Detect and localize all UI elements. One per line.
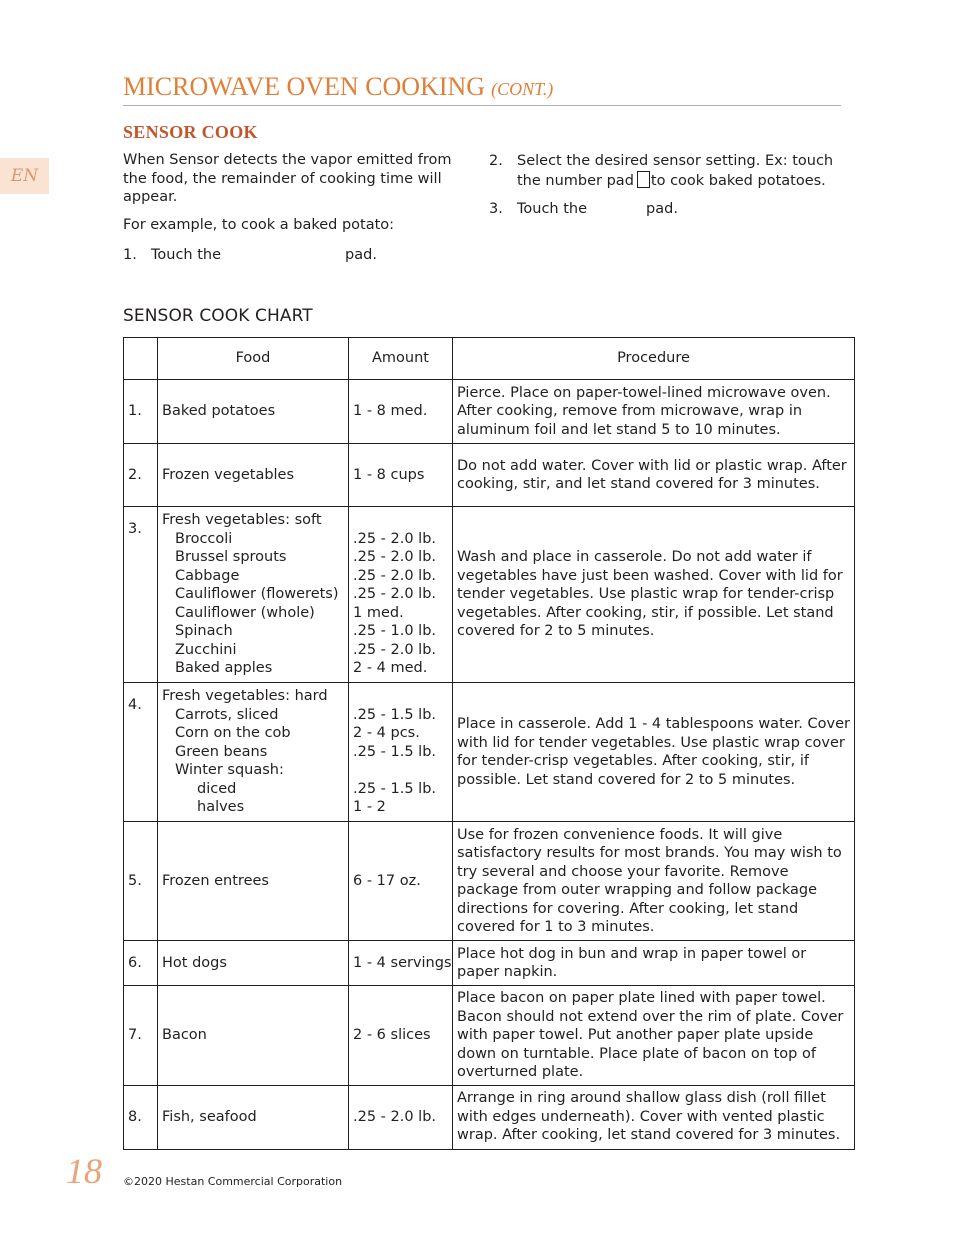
food-item: halves <box>197 799 245 816</box>
amount-item: .25 - 2.0 lb. <box>353 641 437 658</box>
food-item: Broccoli <box>175 530 233 547</box>
amount-cell: 1 - 8 cups <box>349 444 453 507</box>
step-text-line1: Select the desired sensor setting. Ex: touch <box>517 153 834 169</box>
header-amount: Amount <box>349 338 453 380</box>
copyright-notice: ©2020 Hestan Commercial Corporation <box>123 1175 343 1188</box>
language-tab[interactable] <box>0 158 49 194</box>
step-text-before: Touch the <box>151 247 222 263</box>
table-row <box>124 444 855 507</box>
food-cell: Baked potatoes <box>158 380 349 444</box>
step-2 <box>489 152 839 192</box>
amount-cell: .25 - 2.0 lb. <box>349 1085 453 1149</box>
step-number: 3. <box>489 201 503 217</box>
header-procedure: Procedure <box>453 338 855 380</box>
table-row <box>124 380 855 444</box>
food-cell <box>158 683 349 822</box>
food-item: diced <box>197 780 237 797</box>
language-tab-label: EN <box>10 166 39 186</box>
procedure-cell: Place hot dog in bun and wrap in paper towel or paper napkin. <box>453 941 855 986</box>
amount-cell <box>349 507 453 683</box>
amount-item: 2 - 4 pcs. <box>353 725 420 742</box>
page-number: 18 <box>66 1151 102 1191</box>
step-number: 1. <box>123 247 137 263</box>
amount-spacer <box>353 511 448 530</box>
row-number: 2. <box>124 444 158 507</box>
page-title-text: MICROWAVE OVEN COOKING <box>123 72 486 101</box>
sensor-cook-example: For example, to cook a baked potato: <box>123 217 395 233</box>
amount-spacer <box>353 761 448 780</box>
amount-cell: 1 - 4 servings <box>349 941 453 986</box>
amount-item: 1 - 2 <box>353 799 386 816</box>
amount-item: .25 - 1.0 lb. <box>353 623 437 640</box>
food-item: Corn on the cob <box>175 725 291 742</box>
food-cell: Frozen entrees <box>158 822 349 941</box>
table-row <box>124 941 855 986</box>
procedure-cell: Do not add water. Cover with lid or plastic wrap. After cooking, stir, and let stand covered for 3 minutes. <box>453 444 855 507</box>
row-number: 5. <box>124 822 158 941</box>
step-text <box>151 246 377 265</box>
food-item: Baked apples <box>175 660 273 677</box>
food-cell: Fish, seafood <box>158 1085 349 1149</box>
step-text-before: the number pad <box>517 172 634 189</box>
table-row <box>124 986 855 1086</box>
step-text <box>517 152 833 190</box>
row-number: 8. <box>124 1085 158 1149</box>
table-row <box>124 1085 855 1149</box>
amount-item: 1 med. <box>353 604 404 621</box>
amount-item: .25 - 2.0 lb. <box>353 549 437 566</box>
amount-cell: 2 - 6 slices <box>349 986 453 1086</box>
amount-cell <box>349 683 453 822</box>
step-text-before: Touch the <box>517 201 588 217</box>
step-1 <box>123 246 453 266</box>
amount-item: .25 - 2.0 lb. <box>353 530 437 547</box>
page-title-suffix: (CONT.) <box>491 79 554 99</box>
row-number: 6. <box>124 941 158 986</box>
food-group-heading: Fresh vegetables: soft <box>162 512 322 529</box>
sensor-cook-intro: When Sensor detects the vapor emitted from the food, the remainder of cooking time will appear. <box>123 152 452 205</box>
chart-header-row <box>124 338 855 380</box>
step-text-after: to cook baked potatoes. <box>650 172 826 189</box>
procedure-cell: Arrange in ring around shallow glass dish (roll fillet with edges underneath). Cover with vented plastic wrap. After cooking, let stand covered for 3 minutes. <box>453 1085 855 1149</box>
amount-item: .25 - 2.0 lb. <box>353 567 437 584</box>
step-text <box>517 200 678 219</box>
header-num <box>124 338 158 380</box>
step-3 <box>489 200 819 220</box>
procedure-cell: Place in casserole. Add 1 - 4 tablespoons water. Cover with lid for tender vegetables. Use plastic wrap cover for tender-crisp vegetables. After cooking, stir, if possible. Let stand covered for 2 to 5 minutes. <box>453 683 855 822</box>
food-group-heading: Fresh vegetables: hard <box>162 688 328 705</box>
table-row <box>124 507 855 683</box>
header-food: Food <box>158 338 349 380</box>
procedure-cell: Use for frozen convenience foods. It will give satisfactory results for most brands. You may wish to try several and choose your favorite. Remove package from outer wrapping and follow package directions for covering. After cooking, let stand covered for 1 to 3 minutes. <box>453 822 855 941</box>
sensor-cook-chart <box>123 337 855 1150</box>
page-title <box>123 72 841 106</box>
amount-item: .25 - 2.0 lb. <box>353 586 437 603</box>
amount-cell: 1 - 8 med. <box>349 380 453 444</box>
amount-spacer <box>353 687 448 706</box>
food-item: Cabbage <box>175 567 240 584</box>
chart-title: SENSOR COOK CHART <box>123 306 313 326</box>
procedure-cell: Wash and place in casserole. Do not add water if vegetables have just been washed. Cover with lid for tender vegetables. Use plastic wrap for tender-crisp vegetables. After cooking, stir, if possible. Let stand covered for 2 to 5 minutes. <box>453 507 855 683</box>
table-row <box>124 822 855 941</box>
step-text-after: pad. <box>646 201 678 217</box>
procedure-cell: Pierce. Place on paper-towel-lined microwave oven. After cooking, remove from microwave, wrap in aluminum foil and let stand 5 to 10 minutes. <box>453 380 855 444</box>
food-item: Zucchini <box>175 641 237 658</box>
amount-item: 2 - 4 med. <box>353 660 428 677</box>
food-cell: Bacon <box>158 986 349 1086</box>
food-item: Spinach <box>175 623 233 640</box>
row-number: 4. <box>124 683 158 822</box>
food-cell: Hot dogs <box>158 941 349 986</box>
food-item: Brussel sprouts <box>175 549 287 566</box>
food-item: Green beans <box>175 743 268 760</box>
row-number: 3. <box>124 507 158 683</box>
number-pad-key-icon <box>637 171 650 188</box>
table-row <box>124 683 855 822</box>
step-number: 2. <box>489 153 503 169</box>
food-item: Winter squash: <box>175 762 284 779</box>
food-cell: Frozen vegetables <box>158 444 349 507</box>
step-text-after: pad. <box>345 247 377 263</box>
food-item: Carrots, sliced <box>175 706 279 723</box>
amount-item: .25 - 1.5 lb. <box>353 706 437 723</box>
amount-item: .25 - 1.5 lb. <box>353 780 437 797</box>
food-cell <box>158 507 349 683</box>
section-heading-sensor-cook: SENSOR COOK <box>123 122 258 142</box>
row-number: 7. <box>124 986 158 1086</box>
amount-item: .25 - 1.5 lb. <box>353 743 437 760</box>
amount-cell: 6 - 17 oz. <box>349 822 453 941</box>
food-item: Cauliflower (flowerets) <box>175 586 339 603</box>
procedure-cell: Place bacon on paper plate lined with paper towel. Bacon should not extend over the rim of plate. Cover with paper towel. Put another paper plate upside down on turntable. Place plate of bacon on top of overturned plate. <box>453 986 855 1086</box>
food-item: Cauliflower (whole) <box>175 604 315 621</box>
row-number: 1. <box>124 380 158 444</box>
